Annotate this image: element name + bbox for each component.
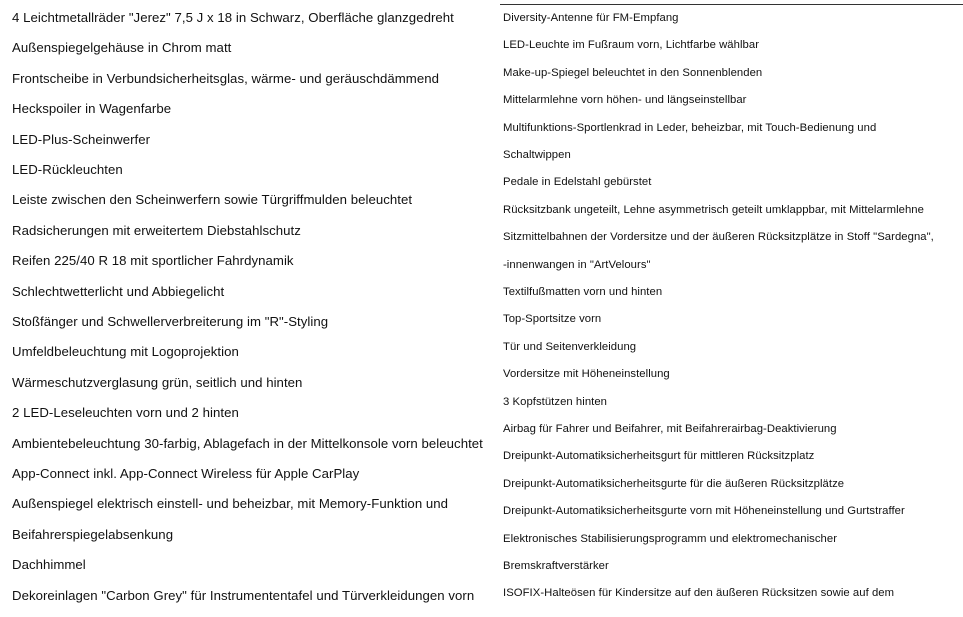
feature-item: Ambientebeleuchtung 30-farbig, Ablagefach in der Mittelkonsole vorn beleuchtet	[12, 435, 483, 451]
feature-item: Beifahrerspiegelabsenkung	[12, 526, 174, 542]
feature-item: Schlechtwetterlicht und Abbiegelicht	[12, 283, 225, 299]
feature-item: Außenspiegelgehäuse in Chrom matt	[12, 40, 232, 56]
feature-item: Mittelarmlehne vorn höhen- und längseinstellbar	[503, 94, 747, 107]
feature-item: ISOFIX-Halteösen für Kindersitze auf den äußeren Rücksitzen sowie auf dem	[503, 587, 895, 600]
feature-item: Pedale in Edelstahl gebürstet	[503, 176, 652, 189]
feature-item: Tür und Seitenverkleidung	[503, 340, 637, 353]
feature-item: Stoßfänger und Schwellerverbreiterung im "R"-Styling	[12, 314, 329, 329]
feature-item: LED-Rückleuchten	[12, 162, 123, 177]
feature-item: Wärmeschutzverglasung grün, seitlich und hinten	[12, 374, 303, 390]
feature-item: LED-Plus-Scheinwerfer	[12, 131, 151, 147]
feature-item: Heckspoiler in Wagenfarbe	[12, 101, 172, 117]
feature-item: Rücksitzbank ungeteilt, Lehne asymmetrisch geteilt umklappbar, mit Mittelarmlehne	[503, 203, 924, 216]
feature-item: Dachhimmel	[12, 557, 86, 573]
feature-item: Leiste zwischen den Scheinwerfern sowie Türgriffmulden beleuchtet	[12, 192, 413, 208]
feature-item: 3 Kopfstützen hinten	[503, 395, 608, 408]
feature-item: Dreipunkt-Automatiksicherheitsgurt für mittleren Rücksitzplatz	[503, 450, 815, 463]
feature-item: 4 Leichtmetallräder "Jerez" 7,5 J x 18 in Schwarz, Oberfläche glanzgedreht	[12, 10, 454, 25]
feature-item: Multifunktions-Sportlenkrad in Leder, beheizbar, mit Touch-Bedienung und	[503, 121, 877, 134]
feature-item: Dreipunkt-Automatiksicherheitsgurte für die äußeren Rücksitzplätze	[503, 477, 845, 490]
feature-item: Diversity-Antenne für FM-Empfang	[503, 12, 679, 24]
feature-item: Dekoreinlagen "Carbon Grey" für Instrumententafel und Türverkleidungen vorn	[12, 587, 475, 603]
feature-item: Dreipunkt-Automatiksicherheitsgurte vorn mit Höheneinstellung und Gurtstraffer	[503, 505, 905, 518]
feature-item: App-Connect inkl. App-Connect Wireless für Apple CarPlay	[12, 466, 360, 481]
feature-item: LED-Leuchte im Fußraum vorn, Lichtfarbe wählbar	[503, 39, 760, 52]
feature-item: Schaltwippen	[503, 149, 571, 161]
feature-item: Außenspiegel elektrisch einstell- und beheizbar, mit Memory-Funktion und	[12, 496, 449, 512]
feature-item: Bremskraftverstärker	[503, 560, 609, 572]
feature-item: Textilfußmatten vorn und hinten	[503, 286, 663, 298]
feature-item: Make-up-Spiegel beleuchtet in den Sonnenblenden	[503, 66, 763, 79]
feature-item: Umfeldbeleuchtung mit Logoprojektion	[12, 344, 239, 360]
feature-item: Frontscheibe in Verbundsicherheitsglas, wärme- und geräuschdämmend	[12, 70, 439, 86]
feature-item: Radsicherungen mit erweitertem Diebstahlschutz	[12, 222, 301, 238]
feature-item: Reifen 225/40 R 18 mit sportlicher Fahrdynamik	[12, 253, 294, 269]
feature-item: Sitzmittelbahnen der Vordersitze und der äußeren Rücksitzplätze in Stoff "Sardegna",	[503, 231, 934, 244]
feature-item: Vordersitze mit Höheneinstellung	[503, 368, 670, 381]
feature-item: Elektronisches Stabilisierungsprogramm und elektromechanischer	[503, 532, 838, 545]
feature-item: Airbag für Fahrer und Beifahrer, mit Beifahrerairbag-Deaktivierung	[503, 423, 837, 435]
feature-item: 2 LED-Leseleuchten vorn und 2 hinten	[12, 405, 239, 421]
feature-item: Top-Sportsitze vorn	[503, 313, 602, 326]
feature-item: -innenwangen in "ArtVelours"	[503, 258, 651, 271]
top-divider-line	[500, 4, 963, 5]
